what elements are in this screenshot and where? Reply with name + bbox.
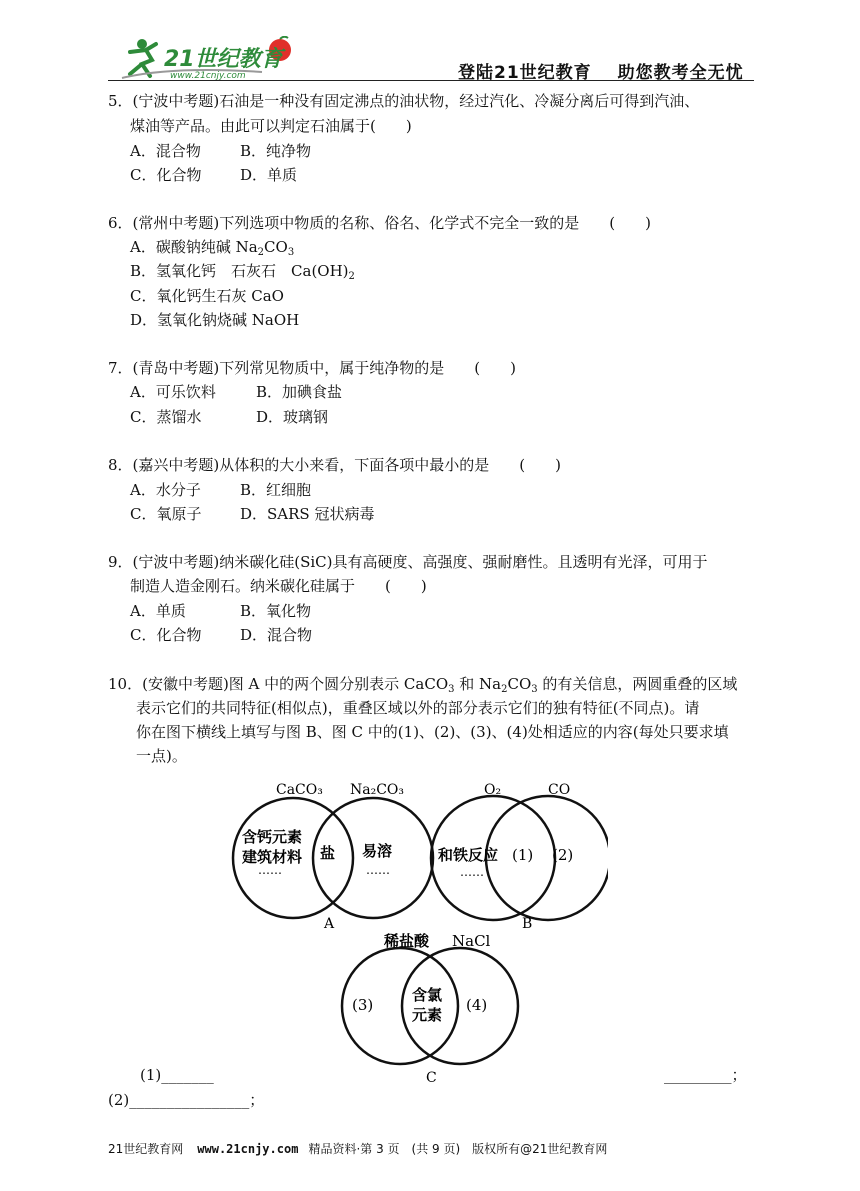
q9-option-a: A．单质: [130, 602, 186, 620]
venn-diagram-figure: [228, 770, 608, 1090]
venn-a-left-text2: 建筑材料: [242, 848, 303, 866]
answer-2-blank[interactable]: (2)________________；: [108, 1091, 265, 1109]
q9-stem-line1: 9．(宁波中考题)纳米碳化硅(SiC)具有高硬度、高强度、强耐磨性。且透明有光泽，可用于: [108, 553, 708, 571]
footer-info: 精品资料·第 3 页 (共 9 页) 版权所有@21世纪教育网: [308, 1142, 608, 1156]
header-divider: [108, 80, 754, 81]
q5-option-a: A．混合物: [130, 142, 201, 160]
venn-a-right-text: 易溶: [362, 842, 393, 860]
venn-c-left-label: 稀盐酸: [384, 932, 430, 950]
q10-line4: 一点)。: [136, 747, 187, 765]
venn-c-mid-text1: 含氯: [412, 986, 443, 1004]
q6-option-c: C．氧化钙生石灰 CaO: [130, 287, 284, 305]
venn-b-mid-text: (1): [512, 846, 534, 864]
venn-c-right-text: (4): [466, 996, 488, 1014]
q6-stem: 6．(常州中考题)下列选项中物质的名称、俗名、化学式不完全一致的是 ( ): [108, 214, 651, 232]
q7-option-b: B．加碘食盐: [256, 383, 343, 401]
q10-line2: 表示它们的共同特征(相似点)，重叠区域以外的部分表示它们的独有特征(不同点)。请: [136, 699, 700, 717]
q8-option-b: B．红细胞: [240, 481, 312, 499]
q9-stem-line2: 制造人造金刚石。纳米碳化硅属于 ( ): [130, 577, 427, 595]
venn-c-caption: C: [426, 1070, 437, 1086]
q5-option-b: B．纯净物: [240, 142, 312, 160]
q5-option-c: C．化合物: [130, 166, 202, 184]
q7-stem: 7．(青岛中考题)下列常见物质中，属于纯净物的是 ( ): [108, 359, 516, 377]
venn-b-caption: B: [522, 916, 533, 932]
venn-b-right-text: (2): [552, 846, 574, 864]
q6-option-b: B．氢氧化钙 石灰石 $Ca(OH)_2$: [130, 262, 355, 282]
q7-option-c: C．蒸馏水: [130, 408, 202, 426]
slogan-left: 登陆21世纪教育: [458, 63, 592, 83]
q6-option-a: A．碳酸钠纯碱 $Na_2CO_3$: [130, 238, 295, 258]
venn-a-left-label: CaCO₃: [276, 782, 323, 798]
venn-b-left-label: O₂: [484, 782, 502, 798]
logo-graphic: [112, 36, 302, 82]
venn-a-caption: A: [324, 916, 335, 932]
q10-line3: 你在图下横线上填写与图 B、图 C 中的(1)、(2)、(3)、(4)处相适应的内容(每处只要求填: [136, 723, 729, 741]
venn-b-right-circle: [486, 796, 608, 920]
footer-url[interactable]: www.21cnjy.com: [197, 1142, 299, 1156]
q7-option-a: A．可乐饮料: [130, 383, 216, 401]
q9-option-c: C．化合物: [130, 626, 202, 644]
q5-option-d: D．单质: [240, 166, 298, 184]
q8-option-a: A．水分子: [130, 481, 201, 499]
q8-option-c: C．氧原子: [130, 505, 202, 523]
q9-option-b: B．氧化物: [240, 602, 312, 620]
slogan-right: 助您教考全无忧: [617, 63, 744, 83]
answer-1-blank[interactable]: (1)_______: [140, 1066, 214, 1084]
q10-line1: 10．(安徽中考题)图 A 中的两个圆分别表示 CaCO$_3$ 和 $Na_2CO_3$ 的有关信息，两圆重叠的区域: [108, 675, 738, 695]
site-logo[interactable]: [112, 36, 302, 82]
q7-option-d: D．玻璃钢: [256, 408, 329, 426]
answer-1-tail-blank[interactable]: _________；: [664, 1066, 747, 1084]
venn-a-right-label: Na₂CO₃: [350, 782, 405, 798]
page-footer: [108, 1140, 607, 1157]
q9-option-d: D．混合物: [240, 626, 313, 644]
venn-c-right-label: NaCl: [452, 932, 491, 950]
venn-c-left-text: (3): [352, 996, 374, 1014]
venn-a-left-text1: 含钙元素: [242, 828, 303, 846]
venn-b-right-label: CO: [548, 782, 571, 798]
venn-a-mid-text: 盐: [320, 844, 336, 862]
venn-a-right-dots: ……: [366, 863, 390, 877]
q5-stem-line2: 煤油等产品。由此可以判定石油属于( ): [130, 117, 412, 135]
venn-b: [431, 782, 608, 932]
venn-b-left-dots: ……: [460, 865, 484, 879]
logo-text: 21世纪教育: [164, 47, 283, 72]
footer-site: 21世纪教育网: [108, 1142, 184, 1156]
q8-stem: 8．(嘉兴中考题)从体积的大小来看，下面各项中最小的是 ( ): [108, 456, 561, 474]
venn-c: [342, 932, 518, 1086]
venn-a-left-dots: ……: [258, 863, 282, 877]
venn-b-left-text: 和铁反应: [438, 846, 499, 864]
venn-c-mid-text2: 元素: [412, 1006, 443, 1024]
q5-stem-line1: 5．(宁波中考题)石油是一种没有固定沸点的油状物，经过汽化、冷凝分离后可得到汽油、: [108, 92, 700, 110]
logo-url: www.21cnjy.com: [170, 71, 246, 81]
q6-option-d: D．氢氧化钠烧碱 NaOH: [130, 311, 300, 329]
venn-a: [233, 782, 433, 932]
q8-option-d: D．SARS 冠状病毒: [240, 505, 375, 523]
